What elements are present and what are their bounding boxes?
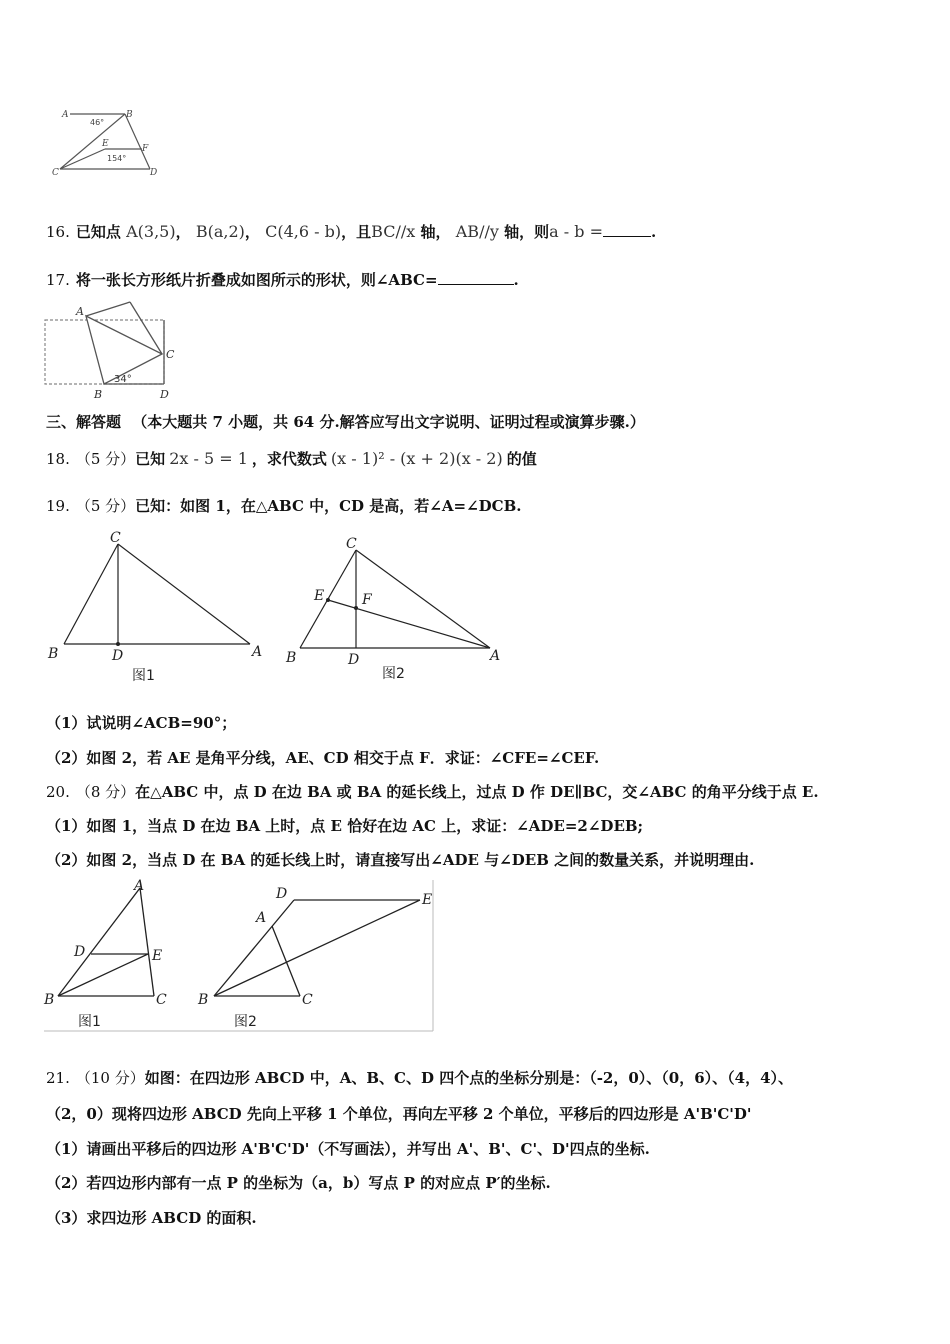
- q17-number: 17.: [46, 271, 70, 289]
- q15-label-a: A: [62, 110, 69, 120]
- q15-angle-46: 46°: [90, 118, 105, 127]
- q17-figure: [44, 302, 184, 402]
- q17-label-c: C: [166, 348, 175, 361]
- q19f2-point-e: [326, 598, 330, 602]
- q19-part-1: （1）试说明∠ACB=90°；: [46, 714, 237, 732]
- q18-text-1: 已知: [135, 450, 166, 468]
- q20f1-ac: [140, 888, 154, 996]
- q16-line: [46, 222, 656, 242]
- q20f1-label-b: B: [44, 992, 55, 1008]
- q16-text-4: 轴，则: [504, 223, 550, 241]
- q19-part-2: （2）如图 2，若 AE 是角平分线，AE、CD 相交于点 F．求证：∠CFE=∠CEF.: [46, 749, 600, 767]
- q21-line-2: （2，0）现将四边形 ABCD 先向上平移 1 个单位，再向左平移 2 个单位，平移后的四边形是 A'B'C'D': [46, 1105, 752, 1123]
- q16-point-c: C(4,6 - b): [265, 222, 342, 241]
- section-3-header: [46, 412, 645, 432]
- q20f1-label-c: C: [156, 992, 167, 1008]
- q20f1-label-a: A: [134, 878, 145, 894]
- q20f2-label-e: E: [422, 892, 433, 908]
- q19f1-label-c: C: [110, 530, 121, 546]
- q15-label-b: B: [126, 110, 133, 120]
- q18-expression: (x - 1)² - (x + 2)(x - 2): [330, 449, 503, 468]
- q21-line: [46, 1068, 793, 1088]
- q19-number: 19.: [46, 497, 70, 515]
- q19f1-label-a: A: [252, 644, 263, 660]
- q16-point-a: A(3,5): [126, 222, 176, 241]
- q21-part-1: （1）请画出平移后的四边形 A'B'C'D'（不写画法），并写出 A'、B'、C'、D'四点的坐标.: [46, 1140, 650, 1158]
- q19f2-point-f: [354, 606, 358, 610]
- section-3-title: 三、解答题: [46, 413, 122, 431]
- q16-point-b: B(a,2): [195, 222, 245, 241]
- q19f2-ca: [356, 550, 490, 648]
- q17-end: .: [513, 271, 519, 289]
- q17-label-a: A: [76, 305, 84, 318]
- q19f2-label-f: F: [362, 592, 372, 608]
- q17-answer-blank[interactable]: [438, 270, 514, 285]
- q15-label-d: D: [150, 168, 158, 178]
- q19-figure-2: [282, 528, 512, 688]
- q20f2-be: [214, 900, 420, 996]
- q20f2-ac: [272, 926, 300, 996]
- q15-line-bd: [125, 114, 150, 169]
- q15-line-ce: [60, 149, 105, 169]
- q16-ab-parallel: AB//y: [455, 222, 499, 241]
- q19f1-label-d: D: [112, 648, 124, 664]
- q20-score: （8 分）: [75, 783, 136, 801]
- q19-score: （5 分）: [75, 497, 136, 515]
- q16-expression: a - b =: [549, 222, 603, 241]
- q18-score: （5 分）: [75, 450, 136, 468]
- q16-sep-2: ，: [244, 223, 260, 241]
- q15-figure: [50, 105, 170, 185]
- q15-angle-154: 154°: [107, 154, 127, 163]
- q20-part-1: （1）如图 1，当点 D 在边 BA 上时，点 E 恰好在边 AC 上，求证：∠ADE=2∠DEB;: [46, 817, 644, 835]
- q19f2-label-d: D: [348, 652, 360, 668]
- q20-number: 20.: [46, 783, 70, 801]
- q18-line: [46, 449, 537, 469]
- q18-number: 18.: [46, 450, 70, 468]
- q20f1-be: [58, 954, 148, 996]
- q19-text: 已知：如图 1，在△ABC 中，CD 是高，若∠A=∠DCB.: [135, 497, 522, 515]
- q16-text-2: ，且: [341, 223, 372, 241]
- q19f1-bc: [64, 544, 118, 644]
- q20-part-2: （2）如图 2，当点 D 在 BA 的延长线上时，请直接写出∠ADE 与∠DEB 之间的数量关系，并说明理由.: [46, 851, 755, 869]
- q17-line: [46, 270, 519, 290]
- section-3-desc: （本大题共 7 小题，共 64 分.解答应写出文字说明、证明过程或演算步骤.）: [132, 413, 645, 431]
- q20f2-label-c: C: [302, 992, 313, 1008]
- q17-text: 将一张长方形纸片折叠成如图所示的形状，则∠ABC=: [75, 271, 438, 289]
- q19f1-ca: [118, 544, 250, 644]
- q16-number: 16.: [46, 223, 70, 241]
- q20f1-label-d: D: [74, 944, 86, 960]
- q19f2-caption: 图2: [382, 666, 405, 682]
- q21-number: 21.: [46, 1069, 70, 1087]
- q19f2-label-c: C: [346, 536, 357, 552]
- q16-text-1: 已知点: [75, 223, 121, 241]
- q21-part-3: （3）求四边形 ABCD 的面积.: [46, 1209, 257, 1227]
- q16-end: .: [651, 223, 657, 241]
- q20f2-bd: [214, 900, 294, 996]
- q19f2-label-a: A: [490, 648, 501, 664]
- q17-angle: 34°: [114, 374, 132, 385]
- q20-line: [46, 782, 819, 802]
- q16-bc-parallel: BC//x: [371, 222, 416, 241]
- q19f1-caption: 图1: [132, 668, 155, 684]
- q20-figures: [44, 880, 434, 1032]
- q21-score: （10 分）: [75, 1069, 145, 1087]
- q20f1-caption: 图1: [78, 1014, 101, 1030]
- q19-figure-1: [44, 528, 274, 688]
- q17-label-d: D: [160, 388, 169, 401]
- q16-sep-1: ，: [175, 223, 191, 241]
- q18-text-3: 的值: [506, 450, 537, 468]
- q19-line: [46, 496, 521, 516]
- q16-text-3: 轴，: [420, 223, 451, 241]
- q17-fold-edge: [86, 302, 130, 316]
- q15-label-c: C: [52, 168, 59, 178]
- q21-text: 如图：在四边形 ABCD 中，A、B、C、D 四个点的坐标分别是：（-2，0）、（0，6）、（4，4）、: [144, 1069, 794, 1087]
- q20f1-label-e: E: [152, 948, 163, 964]
- q15-label-e: E: [102, 139, 109, 149]
- q21-part-2: （2）若四边形内部有一点 P 的坐标为（a，b）写点 P 的对应点 P′的坐标.: [46, 1174, 551, 1192]
- q20f2-label-b: B: [198, 992, 209, 1008]
- q20f1-ba: [58, 888, 140, 996]
- q19f2-label-b: B: [286, 650, 297, 666]
- q20f2-label-d: D: [276, 886, 288, 902]
- q20f2-caption: 图2: [234, 1014, 257, 1030]
- q20-text: 在△ABC 中，点 D 在边 BA 或 BA 的延长线上，过点 D 作 DE∥BC，交∠ABC 的角平分线于点 E.: [135, 783, 819, 801]
- q19f1-point-d: [116, 642, 120, 646]
- q19f2-ae: [328, 600, 490, 648]
- q19f2-label-e: E: [314, 588, 325, 604]
- q20f2-label-a: A: [256, 910, 267, 926]
- q18-equation: 2x - 5 = 1: [169, 449, 248, 468]
- q15-label-f: F: [142, 144, 149, 154]
- q18-text-2: ，求代数式: [251, 450, 327, 468]
- q16-answer-blank[interactable]: [603, 222, 651, 237]
- q19f1-label-b: B: [48, 646, 59, 662]
- q17-label-b: B: [94, 388, 103, 401]
